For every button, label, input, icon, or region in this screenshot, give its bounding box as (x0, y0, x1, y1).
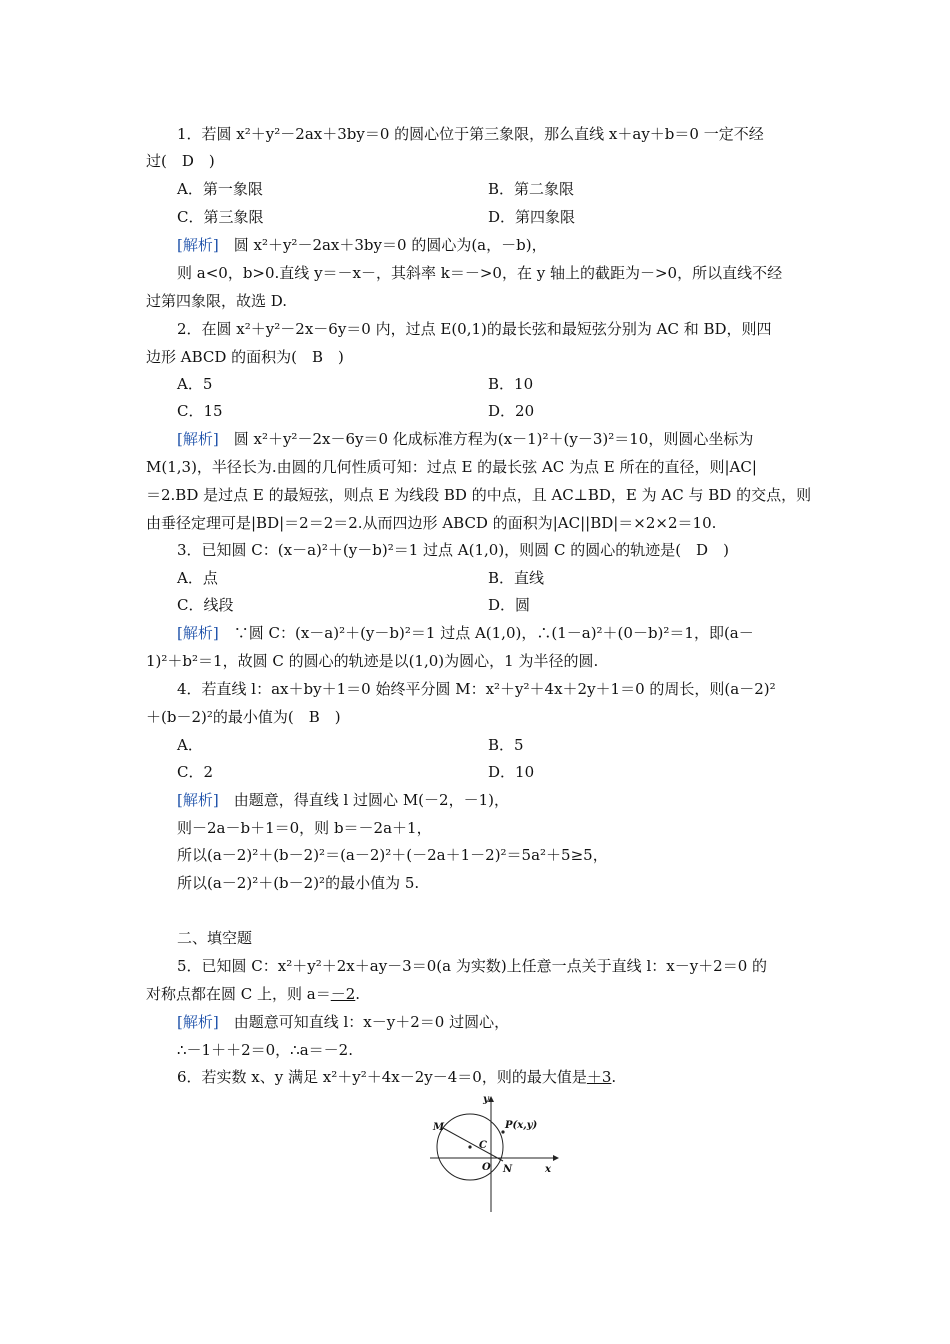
q5-solution-line2: ∴－1＋＋2＝0，∴a＝－2. (177, 1041, 353, 1059)
q1-solution-text: 圆 x²＋y²－2ax＋3by＝0 的圆心为(a，－b)， (218, 236, 547, 254)
x-axis-arrow (553, 1155, 559, 1161)
q1-solution-line2: 则 a<0，b>0.直线 y＝－x－，其斜率 k＝－>0，在 y 轴上的截距为－>0，所以直线不经 (177, 264, 783, 282)
q1-solution-line1 (177, 235, 547, 255)
q3-option-c: C．线段 (177, 596, 234, 614)
label-m: M (433, 1122, 445, 1133)
label-c: C (479, 1140, 487, 1151)
q5-stem-text: 对称点都在圆 C 上，则 a＝ (146, 985, 331, 1003)
line-mn (443, 1128, 503, 1161)
q4-option-c: C．2 (177, 763, 214, 781)
q4-stem-line2: ＋(b－2)²的最小值为( B ) (146, 708, 341, 726)
q4-option-d: D．10 (488, 763, 535, 781)
q4-option-b: B．5 (488, 736, 524, 754)
q4-solution-text: 由题意，得直线 l 过圆心 M(－2，－1)， (218, 791, 509, 809)
q2-stem-line1: 2．在圆 x²＋y²－2x－6y＝0 内，过点 E(0,1)的最长弦和最短弦分别为 AC 和 BD，则四 (177, 320, 772, 338)
q3-solution-text: ∵圆 C：(x－a)²＋(y－b)²＝1 过点 A(1,0)，∴(1－a)²＋(0－b)²＝1，即(a－ (218, 624, 754, 642)
label-y: y (483, 1094, 489, 1105)
q5-answer: －2 (330, 985, 356, 1003)
q2-solution-line1 (177, 429, 753, 449)
q4-solution-line3: 所以(a－2)²＋(b－2)²＝(a－2)²＋(－2a＋1－2)²＝5a²＋5≥5， (177, 846, 608, 864)
q1-stem-line1: 1．若圆 x²＋y²－2ax＋3by＝0 的圆心位于第三象限，那么直线 x＋ay＋b＝0 一定不经 (177, 125, 764, 143)
q4-solution-line1 (177, 790, 509, 810)
q5-solution-tag: [解析] (177, 1013, 219, 1031)
q2-option-b: B．10 (488, 375, 534, 393)
q3-solution-line2: 1)²＋b²＝1，故圆 C 的圆心的轨迹是以(1,0)为圆心，1 为半径的圆. (146, 652, 599, 670)
q2-option-c: C．15 (177, 402, 223, 420)
q3-option-b: B．直线 (488, 569, 545, 587)
q4-stem-line1: 4．若直线 l：ax＋by＋1＝0 始终平分圆 M：x²＋y²＋4x＋2y＋1＝0 的周长，则(a－2)² (177, 680, 776, 698)
circle-figure (425, 1092, 565, 1214)
q2-solution-line4: 由垂径定理可是|BD|＝2＝2＝2.从而四边形 ABCD 的面积为|AC||BD|＝×2×2＝10. (146, 514, 717, 532)
q5-stem-line2 (146, 984, 360, 1004)
q5-solution-line1 (177, 1012, 509, 1032)
q2-solution-line3: ＝2.BD 是过点 E 的最短弦，则点 E 为线段 BD 的中点，且 AC⊥BD，E 为 AC 与 BD 的交点，则 (146, 486, 812, 504)
q6-answer: ＋3 (586, 1068, 612, 1086)
q1-option-b: B．第二象限 (488, 180, 575, 198)
label-o: O (482, 1162, 491, 1173)
q6-stem-text: 6．若实数 x、y 满足 x²＋y²＋4x－2y－4＝0，则的最大值是 (177, 1068, 587, 1086)
q1-option-d: D．第四象限 (488, 208, 576, 226)
q3-option-d: D．圆 (488, 596, 531, 614)
q2-option-d: D．20 (488, 402, 535, 420)
label-p: P(x,y) (505, 1120, 538, 1131)
q1-option-a: A．第一象限 (177, 180, 263, 198)
label-x: x (545, 1164, 551, 1175)
label-n: N (503, 1164, 513, 1175)
q3-option-a: A．点 (177, 569, 218, 587)
q1-stem-line2: 过( D ) (146, 152, 215, 170)
center-point-c (468, 1145, 471, 1148)
q6-stem (177, 1067, 616, 1087)
q2-solution-line2: M(1,3)，半径长为.由圆的几何性质可知：过点 E 的最长弦 AC 为点 E 所在的直径，则|AC| (146, 458, 757, 476)
q4-solution-line2: 则－2a－b＋1＝0，则 b＝－2a＋1， (177, 819, 432, 837)
q1-solution-tag: [解析] (177, 236, 219, 254)
q2-stem-line2: 边形 ABCD 的面积为( B ) (146, 348, 344, 366)
q5-stem-line1: 5．已知圆 C：x²＋y²＋2x＋ay－3＝0(a 为实数)上任意一点关于直线 l：x－y＋2＝0 的 (177, 957, 768, 975)
q2-solution-text: 圆 x²＋y²－2x－6y＝0 化成标准方程为(x－1)²＋(y－3)²＝10，则圆心坐标为 (218, 430, 754, 448)
q1-solution-line3: 过第四象限，故选 D. (146, 292, 288, 310)
q3-stem-line1: 3．已知圆 C：(x－a)²＋(y－b)²＝1 过点 A(1,0)，则圆 C 的圆心的轨迹是( D ) (177, 541, 729, 559)
q3-solution-tag: [解析] (177, 624, 219, 642)
q4-option-a: A． (177, 736, 203, 754)
q1-option-c: C．第三象限 (177, 208, 264, 226)
y-axis-arrow (488, 1096, 494, 1102)
q5-stem-end: . (355, 985, 361, 1003)
q3-solution-line1 (177, 623, 754, 643)
q4-solution-line4: 所以(a－2)²＋(b－2)²的最小值为 5. (177, 874, 420, 892)
section-heading-fill-in: 二、填空题 (177, 929, 253, 947)
q4-solution-tag: [解析] (177, 791, 219, 809)
q2-solution-tag: [解析] (177, 430, 219, 448)
q2-option-a: A．5 (177, 375, 213, 393)
q6-stem-end: . (611, 1068, 617, 1086)
q5-solution-text: 由题意可知直线 l：x－y＋2＝0 过圆心， (218, 1013, 510, 1031)
